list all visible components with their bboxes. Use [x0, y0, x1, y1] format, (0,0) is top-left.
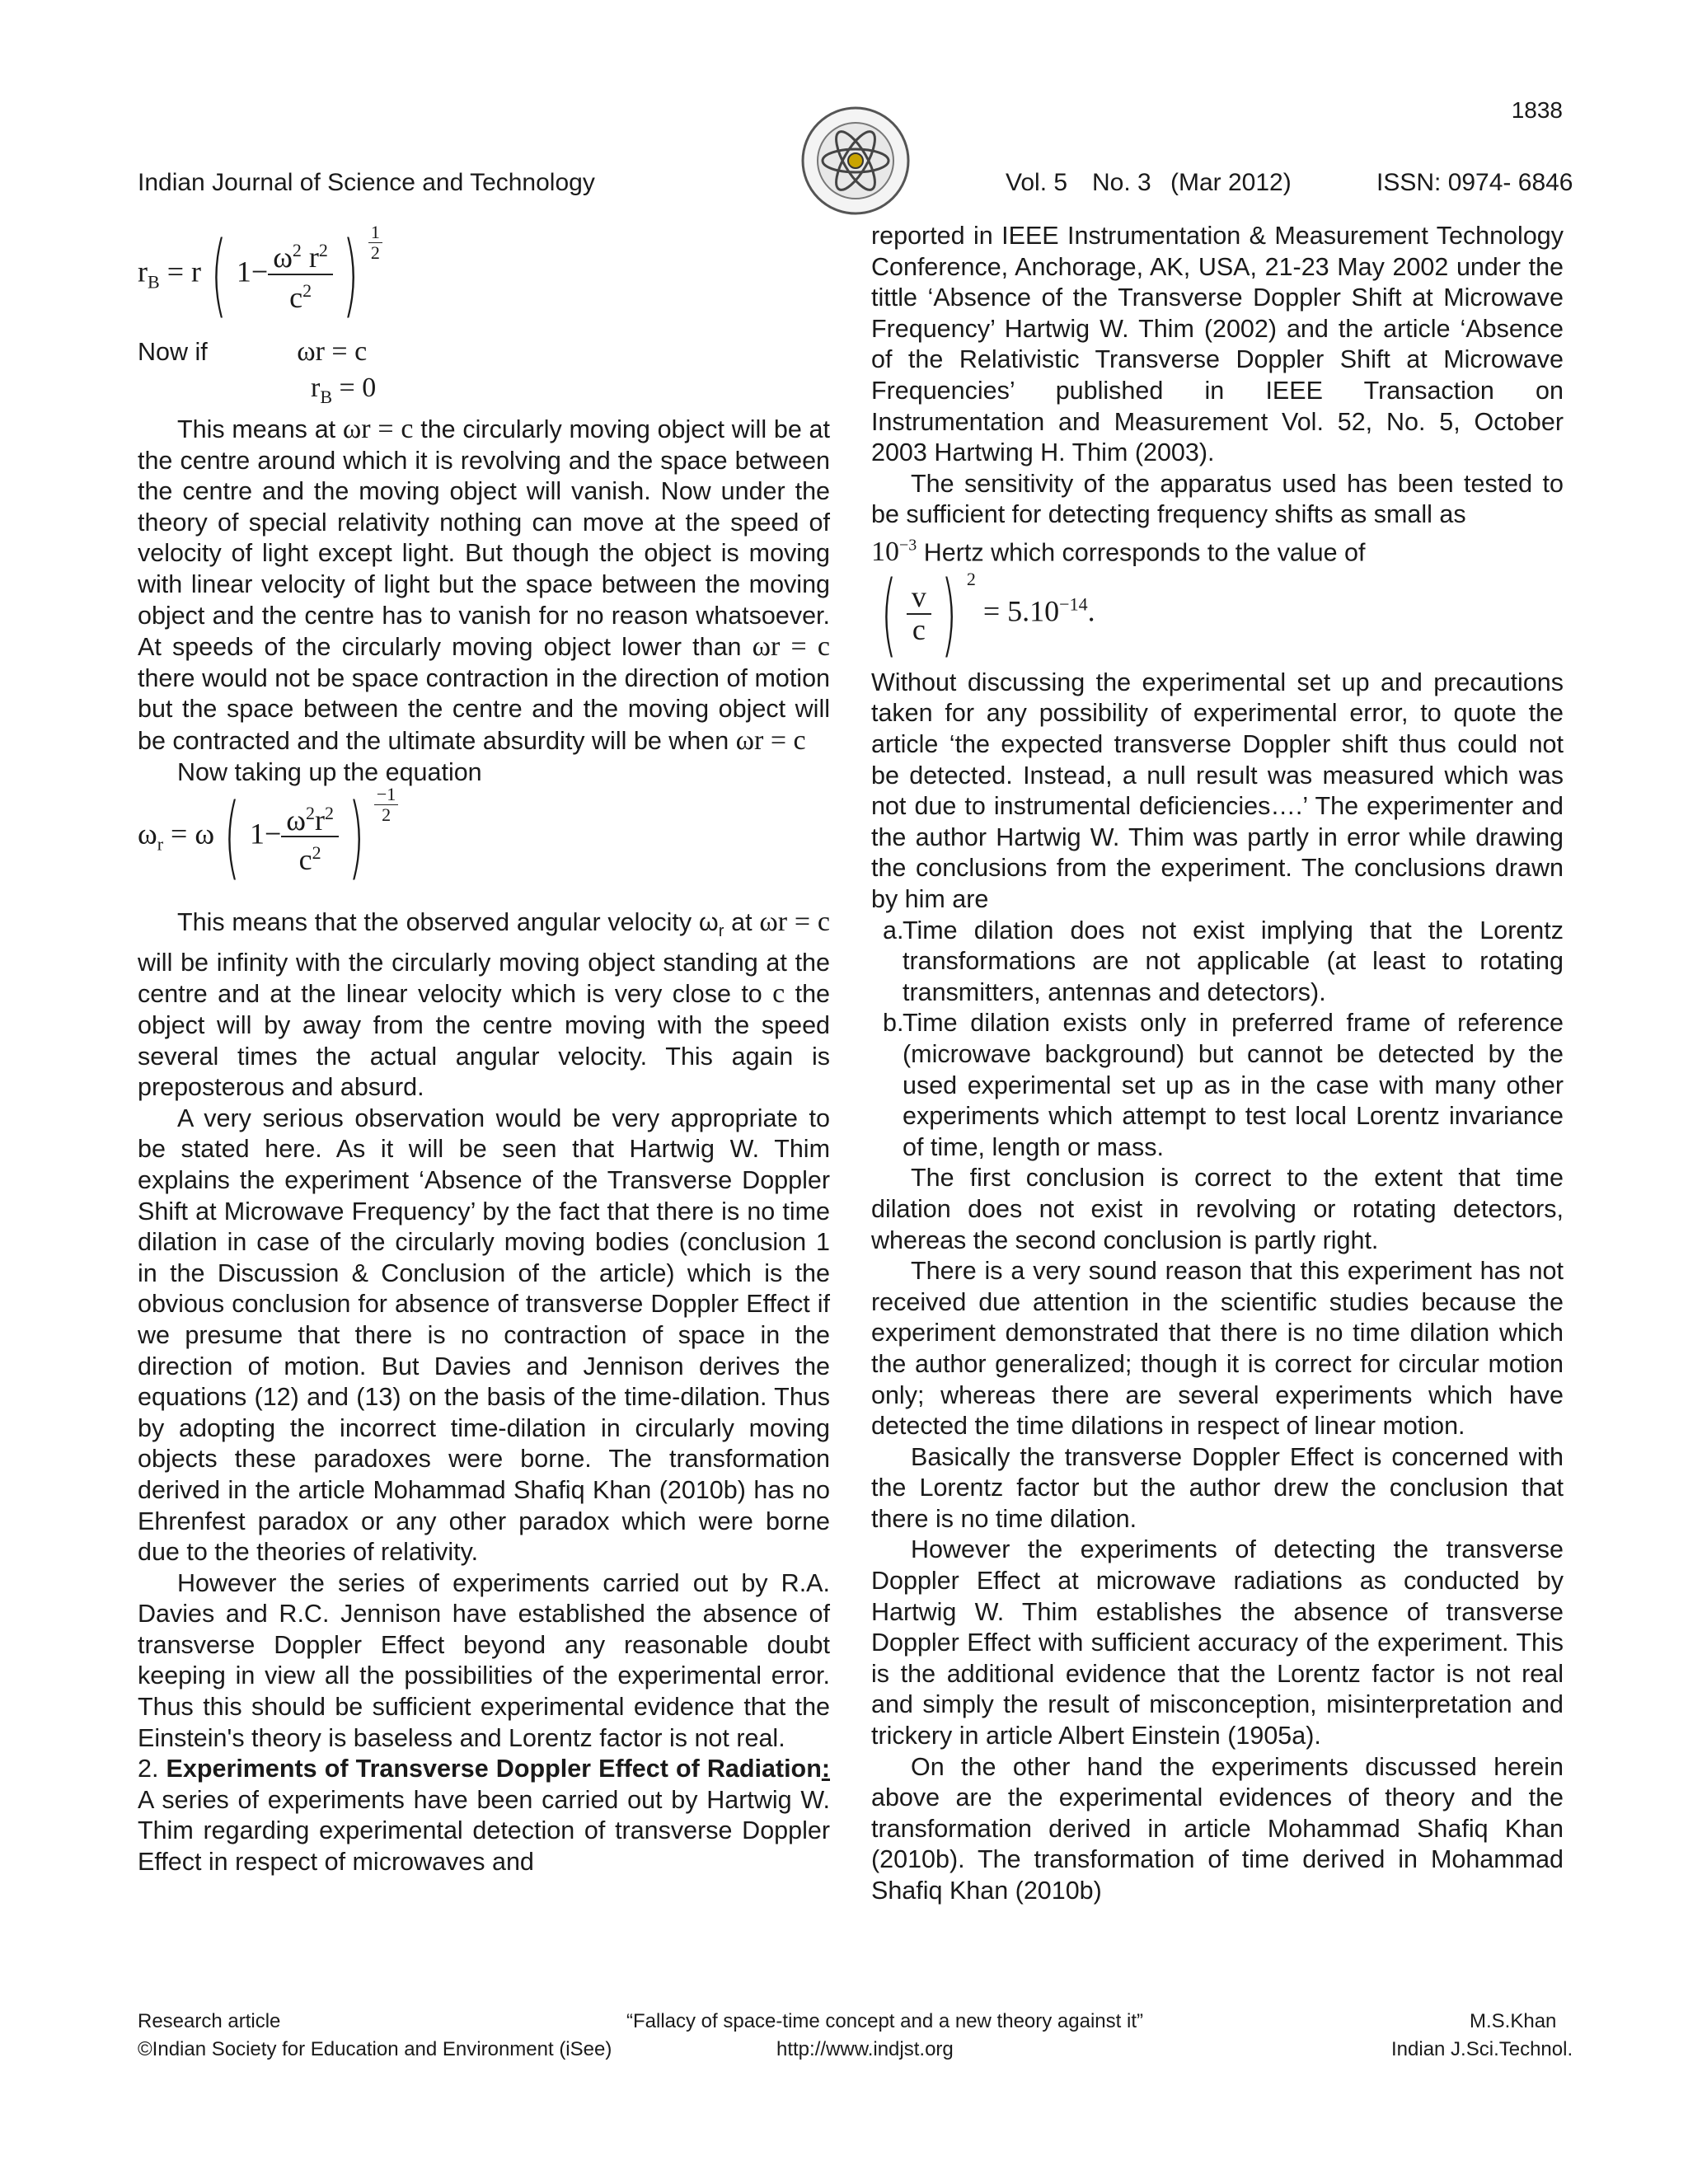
left-column — [138, 221, 830, 1878]
equation-vc: ( $\frac{v}{c}$ ) $^2 = 5.10^{-14}$. — [880, 560, 1095, 667]
paragraph: However the series of experiments carried out by R.A. Davies and R.C. Jennison have established the absence of transverse Doppler Effect beyond any reasonable doubt keeping in view all the possibilities of the experimental error. Thus this should be sufficient experimental evidence that the Einstein's theory is baseless and Lorentz factor is not real. — [138, 1568, 830, 1752]
equation-omega-r: $\omega_r = \omega$ ( 1− $\frac{\omega^2r^2}{c^2}$ ) $\frac{-1}{2}$ — [138, 791, 830, 907]
paragraph: On the other hand the experiments discussed herein above are the experimental evidences of theory and the transformation derived in article Mohammad Shafiq Khan (2010b). The transformation of time derived in Mohammad Shafiq Khan (2010b) — [871, 1752, 1564, 1905]
rb-zero: $r_B = 0$ — [311, 373, 377, 407]
volume: Vol. 5 — [1006, 169, 1068, 196]
paragraph: $10^{-3}$ Hertz which corresponds to the value of — [871, 536, 1366, 568]
paragraph: Without discussing the experimental set up and precautions taken for any possibility of experimental error, to quote the article ‘the expected transverse Doppler shift thus could not be detected. Instead, a null result was measured which was not due to instrumental deficiencies….’ The experimenter and the author Hartwig W. Thim was partly in error while drawing the conclusions from the experiment. The conclusions drawn by him are — [871, 668, 1564, 914]
section-2-heading: 2. Experiments of Transverse Doppler Effect of Radiation: A series of experiments have been carried out by Hartwig W. Thim regarding experimental detection of transverse Doppler Effect in respect of microwaves and — [138, 1755, 830, 1877]
paragraph: A very serious observation would be very appropriate to be stated here. As it will be seen that Hartwig W. Thim explains the experiment ‘Absence of the Transverse Doppler Shift at Microwave Frequency’ by the fact that there is no time dilation in case of the circularly moving bodies (conclusion 1 in the Discussion & Conclusion of the article) which is the obvious conclusion for absence of transverse Doppler Effect if we presume that there is no contraction of space in the direction of motion. But Davies and Jennison derives the equations (12) and (13) on the basis of the time-dilation. Thus by adopting the incorrect time-dilation in circularly moving objects these paradoxes were borne. The transformation derived in the article Mohammad Shafiq Khan (2010b) has no Ehrenfest paradox or any other paradox which were borne due to the theories of relativity. — [138, 1104, 830, 1567]
paragraph: Basically the transverse Doppler Effect is concerned with the Lorentz factor but the author drew the conclusion that there is no time dilation. — [871, 1442, 1564, 1533]
paragraph: reported in IEEE Instrumentation & Measurement Technology Conference, Anchorage, AK, USA, 21-23 May 2002 under the tittle ‘Absence of the Transverse Doppler Shift at Microwave Frequency’ Hartwig W. Thim (2002) and the article ‘Absence of the Relativistic Transverse Doppler Shift at Microwave Frequencies’ published in IEEE Transaction on Instrumentation and Measurement Vol. 52, No. 5, October 2003 Hartwing H. Thim (2003). — [871, 222, 1564, 467]
list-item: a. Time dilation does not exist implying that the Lorentz transformations are not applicable (at least to rotating transmitters, antennas and detectors). — [883, 916, 1564, 1006]
footer-journal-abbrev: Indian J.Sci.Technol. — [1391, 2038, 1573, 2060]
footer-article-title: “Fallacy of space-time concept and a new theory against it” — [626, 2010, 1143, 2032]
now-if-label: Now if — [138, 338, 208, 366]
footer-url[interactable]: http://www.indjst.org — [776, 2038, 954, 2060]
list-item: b. Time dilation exists only in preferred frame of reference (microwave background) but cannot be detected by the used experimental set up as in the case with many other experiments which attempt to test local Lorentz invariance of time, length or mass. — [883, 1009, 1564, 1161]
paragraph: This means that the observed angular velocity $\omega_r$ at ωr = c will be infinity with the circularly moving object standing at the centre and at the linear velocity which is very close to c the object will by away from the centre moving with the speed several times the actual angular velocity. This again is preposterous and absurd. — [138, 907, 831, 1102]
issn: ISSN: 0974- 6846 — [1376, 169, 1573, 196]
paragraph: Now taking up the equation — [177, 757, 482, 786]
now-if-line: Now if ωr = c — [138, 336, 368, 367]
issue: No. 3 — [1092, 169, 1151, 196]
page-number: 1838 — [1511, 97, 1563, 123]
footer-society: ©Indian Society for Education and Environment (iSee) — [138, 2038, 612, 2060]
paragraph: There is a very sound reason that this experiment has not received due attention in the scientific studies because the experiment demonstrated that there is no time dilation which the author generalized; though it is correct for circular motion only; whereas there are several experiments which have detected the time dilations in respect of linear motion. — [871, 1257, 1564, 1441]
paragraph: This means at ωr = c the circularly moving object will be at the centre around which it is revolving and the space between the centre and the moving object will vanish. Now under the theory of special relativity nothing can move at the speed of velocity of light except light. But though the object is moving with linear velocity of light but the space between the moving object and the centre has to vanish for no reason whatsoever. At speeds of the circularly moving object lower than ωr = c there would not be space contraction in the direction of motion but the space between the centre and the moving object will be contracted and the ultimate absurdity will be when ωr = c — [138, 414, 830, 756]
equation-rb: $r_B = r$ ( 1− $\frac{\omega^2 r^2}{c^2}$ ) $\frac{1}{2}$ — [138, 229, 830, 336]
footer-author: M.S.Khan — [1470, 2010, 1557, 2032]
journal-logo-icon — [798, 103, 913, 218]
issue-date: (Mar 2012) — [1170, 169, 1292, 196]
footer-article-type: Research article — [138, 2010, 281, 2032]
paragraph: The first conclusion is correct to the extent that time dilation does not exist in revolving or rotating detectors, whereas the second conclusion is partly right. — [871, 1164, 1564, 1254]
right-column — [871, 221, 1564, 1907]
conclusion-list — [871, 916, 1564, 1164]
paragraph: However the experiments of detecting the transverse Doppler Effect at microwave radiations as conducted by Hartwig W. Thim establishes the absence of transverse Doppler Effect with sufficient accuracy of the experiment. This is the additional evidence that the Lorentz factor is not real and simply the result of misconception, misinterpretation and trickery in article Albert Einstein (1905a). — [871, 1535, 1564, 1750]
journal-title: Indian Journal of Science and Technology — [138, 169, 595, 196]
paragraph: The sensitivity of the apparatus used has been tested to be sufficient for detecting frequency shifts as small as — [871, 469, 1564, 529]
